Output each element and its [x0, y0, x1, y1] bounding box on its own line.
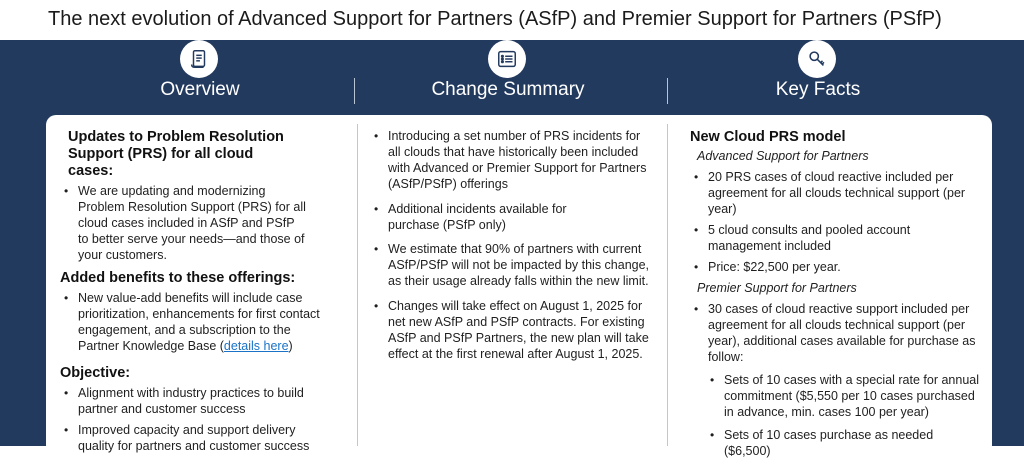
details-here-link[interactable]: details here [223, 339, 289, 353]
list-item: • 30 cases of cloud reactive support included per agreement for all clouds technical support (per year), additional cases available for purchase as follow: [690, 301, 982, 365]
prs-updates-list [60, 183, 325, 263]
asfp-label: Advanced Support for Partners [697, 149, 869, 163]
list-item: • 20 PRS cases of cloud reactive included per agreement for all clouds technical support (per year) [690, 169, 982, 217]
column-divider [357, 124, 358, 446]
psfp-list [682, 301, 982, 459]
list-item: • Introducing a set number of PRS incidents for all clouds that have historically been included with Advanced or Premier Support for Partners (ASfP/PSfP) offerings [370, 128, 655, 192]
added-benefits-heading: Added benefits to these offerings: [60, 270, 296, 286]
list-item: • Changes will take effect on August 1, 2025 for net new ASfP and PSfP contracts. For existing ASfP and PSfP Partners, the new plan will take effect at the first renewal after August 1, 2025. [370, 298, 655, 362]
psfp-label: Premier Support for Partners [697, 281, 857, 295]
prs-updates-heading: Updates to Problem Resolution Support (PRS) for all cloud cases: [68, 129, 284, 179]
list-item: • Improved capacity and support delivery quality for partners and customer success [60, 422, 335, 454]
benefits-text-end: ) [288, 339, 293, 353]
page-title: The next evolution of Advanced Support for Partners (ASfP) and Premier Support for Partners (PSfP) [48, 8, 942, 30]
added-benefits-list [60, 290, 335, 354]
list-item: • Sets of 10 cases with a special rate for annual commitment ($5,550 per 10 cases purchased in advance, min. cases 100 per year) [690, 372, 982, 420]
list-item: • Additional incidents available for purchase (PSfP only) [370, 201, 655, 233]
asfp-list [682, 169, 982, 275]
change-summary-heading: Change Summary [431, 79, 585, 100]
column-divider [667, 124, 668, 446]
key-facts-heading: Key Facts [775, 79, 861, 100]
scroll-document-icon [180, 40, 218, 78]
list-item: • Alignment with industry practices to build partner and customer success [60, 385, 335, 417]
list-item: • We are updating and modernizing Problem Resolution Support (PRS) for all cloud cases included in ASfP and PSfP to better serve your needs—and those of your customers. [60, 183, 325, 263]
list-item: • 5 cloud consults and pooled account management included [690, 222, 982, 254]
benefits-text: New value-add benefits will include case prioritization, enhancements for first contact engagement, and a subscription to the Partner Knowledge Base ( [78, 291, 320, 353]
list-item: • Price: $22,500 per year. [690, 259, 982, 275]
key-facts-column [682, 129, 982, 464]
header-divider [354, 78, 355, 104]
change-summary-list [370, 128, 655, 362]
overview-column [60, 129, 335, 459]
list-item: • Sets of 10 cases purchase as needed ($6,500) [690, 427, 982, 459]
header-divider [667, 78, 668, 104]
objective-heading: Objective: [60, 365, 131, 381]
change-summary-column [370, 128, 655, 367]
objective-list [60, 385, 335, 454]
list-icon [488, 40, 526, 78]
list-item: • We estimate that 90% of partners with current ASfP/PSfP will not be impacted by this change, as their usage already falls within the new limit. [370, 241, 655, 289]
cloud-prs-heading: New Cloud PRS model [690, 129, 846, 145]
key-icon [798, 40, 836, 78]
list-item [60, 290, 335, 354]
overview-heading: Overview [160, 79, 240, 100]
